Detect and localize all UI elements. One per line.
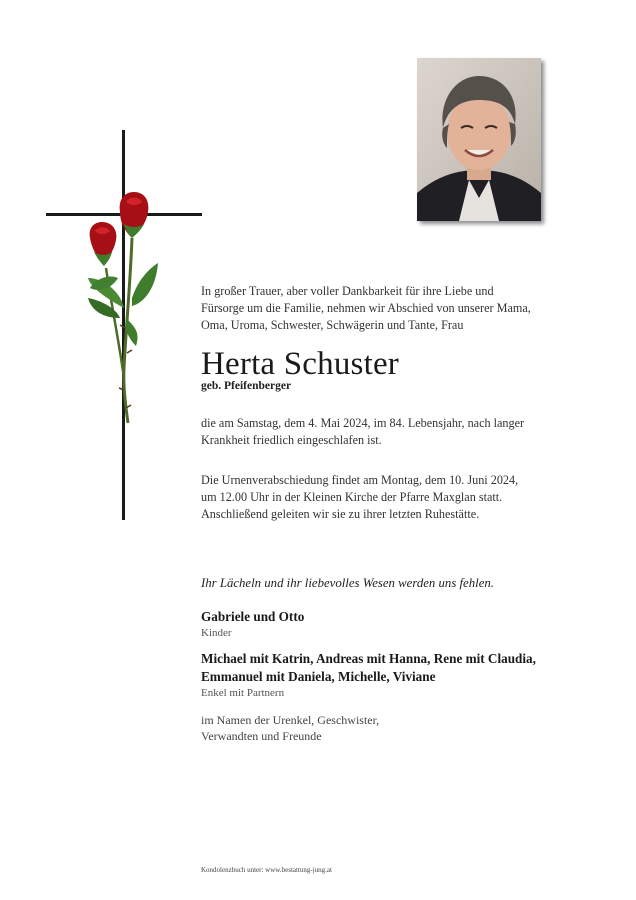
- others-line: Verwandten und Freunde: [201, 729, 322, 743]
- death-line: die am Samstag, dem 4. Mai 2024, im 84. Lebensjahr, nach langer: [201, 416, 525, 430]
- mourner-names: Gabriele und Otto: [201, 609, 305, 624]
- farewell-line: um 12.00 Uhr in der Kleinen Kirche der Pfarre Maxglan statt.: [201, 490, 503, 504]
- mourner-group-children: [201, 608, 601, 640]
- death-line: Krankheit friedlich eingeschlafen ist.: [201, 433, 382, 447]
- farewell-ceremony-text: [201, 472, 601, 523]
- intro-line: In großer Trauer, aber voller Dankbarkeit für ihre Liebe und: [201, 284, 494, 298]
- memorial-quote: Ihr Lächeln und ihr liebevolles Wesen werden uns fehlen.: [201, 576, 494, 590]
- other-mourners-text: [201, 712, 601, 744]
- mourner-role: Kinder: [201, 627, 232, 639]
- intro-line: Fürsorge um die Familie, nehmen wir Abschied von unserer Mama,: [201, 301, 531, 315]
- farewell-line: Die Urnenverabschiedung findet am Montag, dem 10. Juni 2024,: [201, 473, 519, 487]
- death-notice-text: [201, 415, 601, 449]
- condolence-book-link[interactable]: Kondolenzbuch unter: www.bestattung-jung.at: [201, 866, 332, 874]
- mourner-names: Michael mit Katrin, Andreas mit Hanna, Rene mit Claudia,: [201, 651, 536, 666]
- mourner-names: Emmanuel mit Daniela, Michelle, Viviane: [201, 669, 436, 684]
- farewell-line: Anschließend geleiten wir sie zu ihrer letzten Ruhestätte.: [201, 507, 480, 521]
- maiden-name: geb. Pfeifenberger: [201, 380, 292, 392]
- others-line: im Namen der Urenkel, Geschwister,: [201, 713, 380, 727]
- mourner-group-grandchildren: [201, 650, 601, 700]
- intro-text: [201, 283, 601, 334]
- cross-with-roses-image: [40, 128, 210, 528]
- intro-line: Oma, Uroma, Schwester, Schwägerin und Tante, Frau: [201, 318, 464, 332]
- portrait-photo: [417, 58, 541, 221]
- mourner-role: Enkel mit Partnern: [201, 687, 285, 699]
- deceased-name: Herta Schuster: [201, 346, 399, 382]
